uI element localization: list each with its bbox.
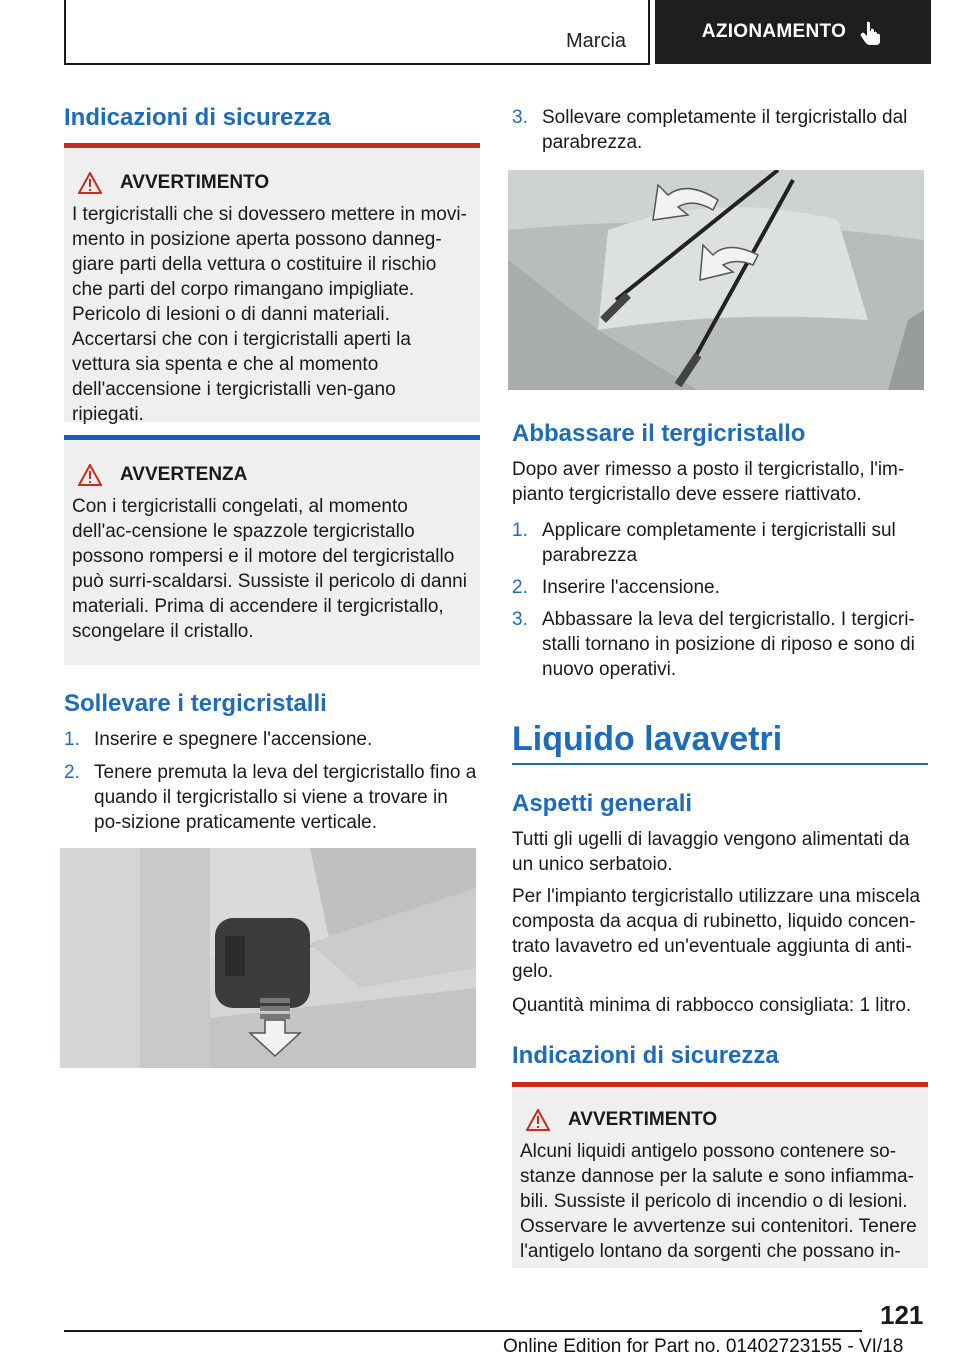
heading-general: Aspetti generali — [512, 790, 693, 817]
header-chapter-label: AZIONAMENTO — [701, 21, 847, 42]
warning-accent-bar — [64, 143, 480, 148]
list-item: 1. Applicare completamente i tergicristalli sul parabrezza — [512, 520, 896, 566]
warning-title: AVVERTIMENTO — [568, 1109, 718, 1130]
heading-raise-wipers: Sollevare i tergicristalli — [64, 690, 327, 717]
lower-steps-list — [512, 518, 928, 682]
header-chapter-tab[interactable] — [655, 0, 931, 64]
header-bottom-rule — [64, 63, 650, 65]
heading-safety-notes: Indicazioni di sicurezza — [64, 104, 331, 131]
paragraph: Per l'impianto tergicristallo utilizzare una miscela composta da acqua di rubinetto, liquido concen-trato lavavetro ed un'eventuale aggiunta di anti-gelo. — [512, 886, 921, 982]
heading-lower-wiper: Abbassare il tergicristallo — [512, 420, 806, 447]
warning-triangle-icon — [526, 1109, 550, 1131]
notice-title: AVVERTENZA — [120, 464, 248, 485]
list-item: 1. Inserire e spegnere l'accensione. — [64, 729, 373, 750]
warning-body: I tergicristalli che si dovessero mettere in movi-mento in posizione aperta possono danneg-giare parti della vettura o costituire il rischio che parti del corpo rimangano impigliate. Pericolo di lesioni o di danni materiali. Accertarsi che con i tergicristalli aperti la vettura sia spenta e che al momento dell'accensione i tergicristalli ven-gano ripiegati. — [72, 204, 467, 425]
heading-safety-notes-2: Indicazioni di sicurezza — [512, 1042, 779, 1069]
warning-box-1 — [64, 143, 480, 425]
warning-title: AVVERTIMENTO — [120, 172, 270, 193]
raise-steps-list — [64, 727, 480, 835]
page-number: 121 — [880, 1300, 924, 1330]
paragraph: Tutti gli ugelli di lavaggio vengono alimentati da un unico serbatoio. — [512, 829, 910, 875]
warning-triangle-icon — [78, 464, 102, 486]
warning-box-2 — [64, 435, 480, 665]
lower-wiper-intro: Dopo aver rimesso a posto il tergicristallo, l'im-pianto tergicristallo deve essere riattivato. — [512, 459, 905, 505]
header-section-label: Marcia — [566, 30, 627, 52]
list-item: 2. Tenere premuta la leva del tergicristallo fino a quando il tergicristallo si viene a trovare in po-sizione praticamente verticale. — [64, 762, 477, 833]
warning-box-3 — [512, 1082, 928, 1268]
footer-rule — [64, 1330, 862, 1332]
header-left-rule — [64, 0, 66, 64]
warning-accent-bar — [512, 1082, 928, 1087]
raised-wipers-illustration — [508, 170, 924, 390]
warning-triangle-icon — [78, 172, 102, 194]
list-item: 2. Inserire l'accensione. — [512, 577, 720, 598]
wiper-lever-illustration — [60, 848, 476, 1068]
chapter-title-rule — [512, 763, 928, 765]
list-item: 3. Sollevare completamente il tergicristallo dal parabrezza. — [512, 107, 908, 153]
notice-body: Con i tergicristalli congelati, al momento dell'ac-censione le spazzole tergicristallo possono rompersi e il motore del tergicristallo può surri-scaldarsi. Sussiste il pericolo di danni materiali. Prima di accendere il tergicristallo, scongelare il cristallo. — [72, 496, 467, 642]
raise-steps-list-cont — [512, 105, 928, 155]
notice-accent-bar — [64, 435, 480, 440]
hand-pointing-icon — [858, 19, 884, 45]
header-separator — [648, 0, 650, 64]
list-item: 3. Abbassare la leva del tergicristallo. I tergicri-stalli tornano in posizione di riposo e sono di nuovo operativi. — [512, 609, 915, 680]
footer-edition: Online Edition for Part no. 01402723155 - VI/18 — [503, 1336, 904, 1357]
chapter-title: Liquido lavavetri — [512, 720, 783, 758]
warning-body: Alcuni liquidi antigelo possono contenere so-stanze dannose per la salute e sono infiamma-bili. Sussiste il pericolo di incendio o di lesioni. Osservare le avvertenze sui contenitori. Tenere l'antigelo lontano da sorgenti che possano in- — [520, 1141, 917, 1262]
paragraph: Quantità minima di rabbocco consigliata: 1 litro. — [512, 995, 912, 1016]
